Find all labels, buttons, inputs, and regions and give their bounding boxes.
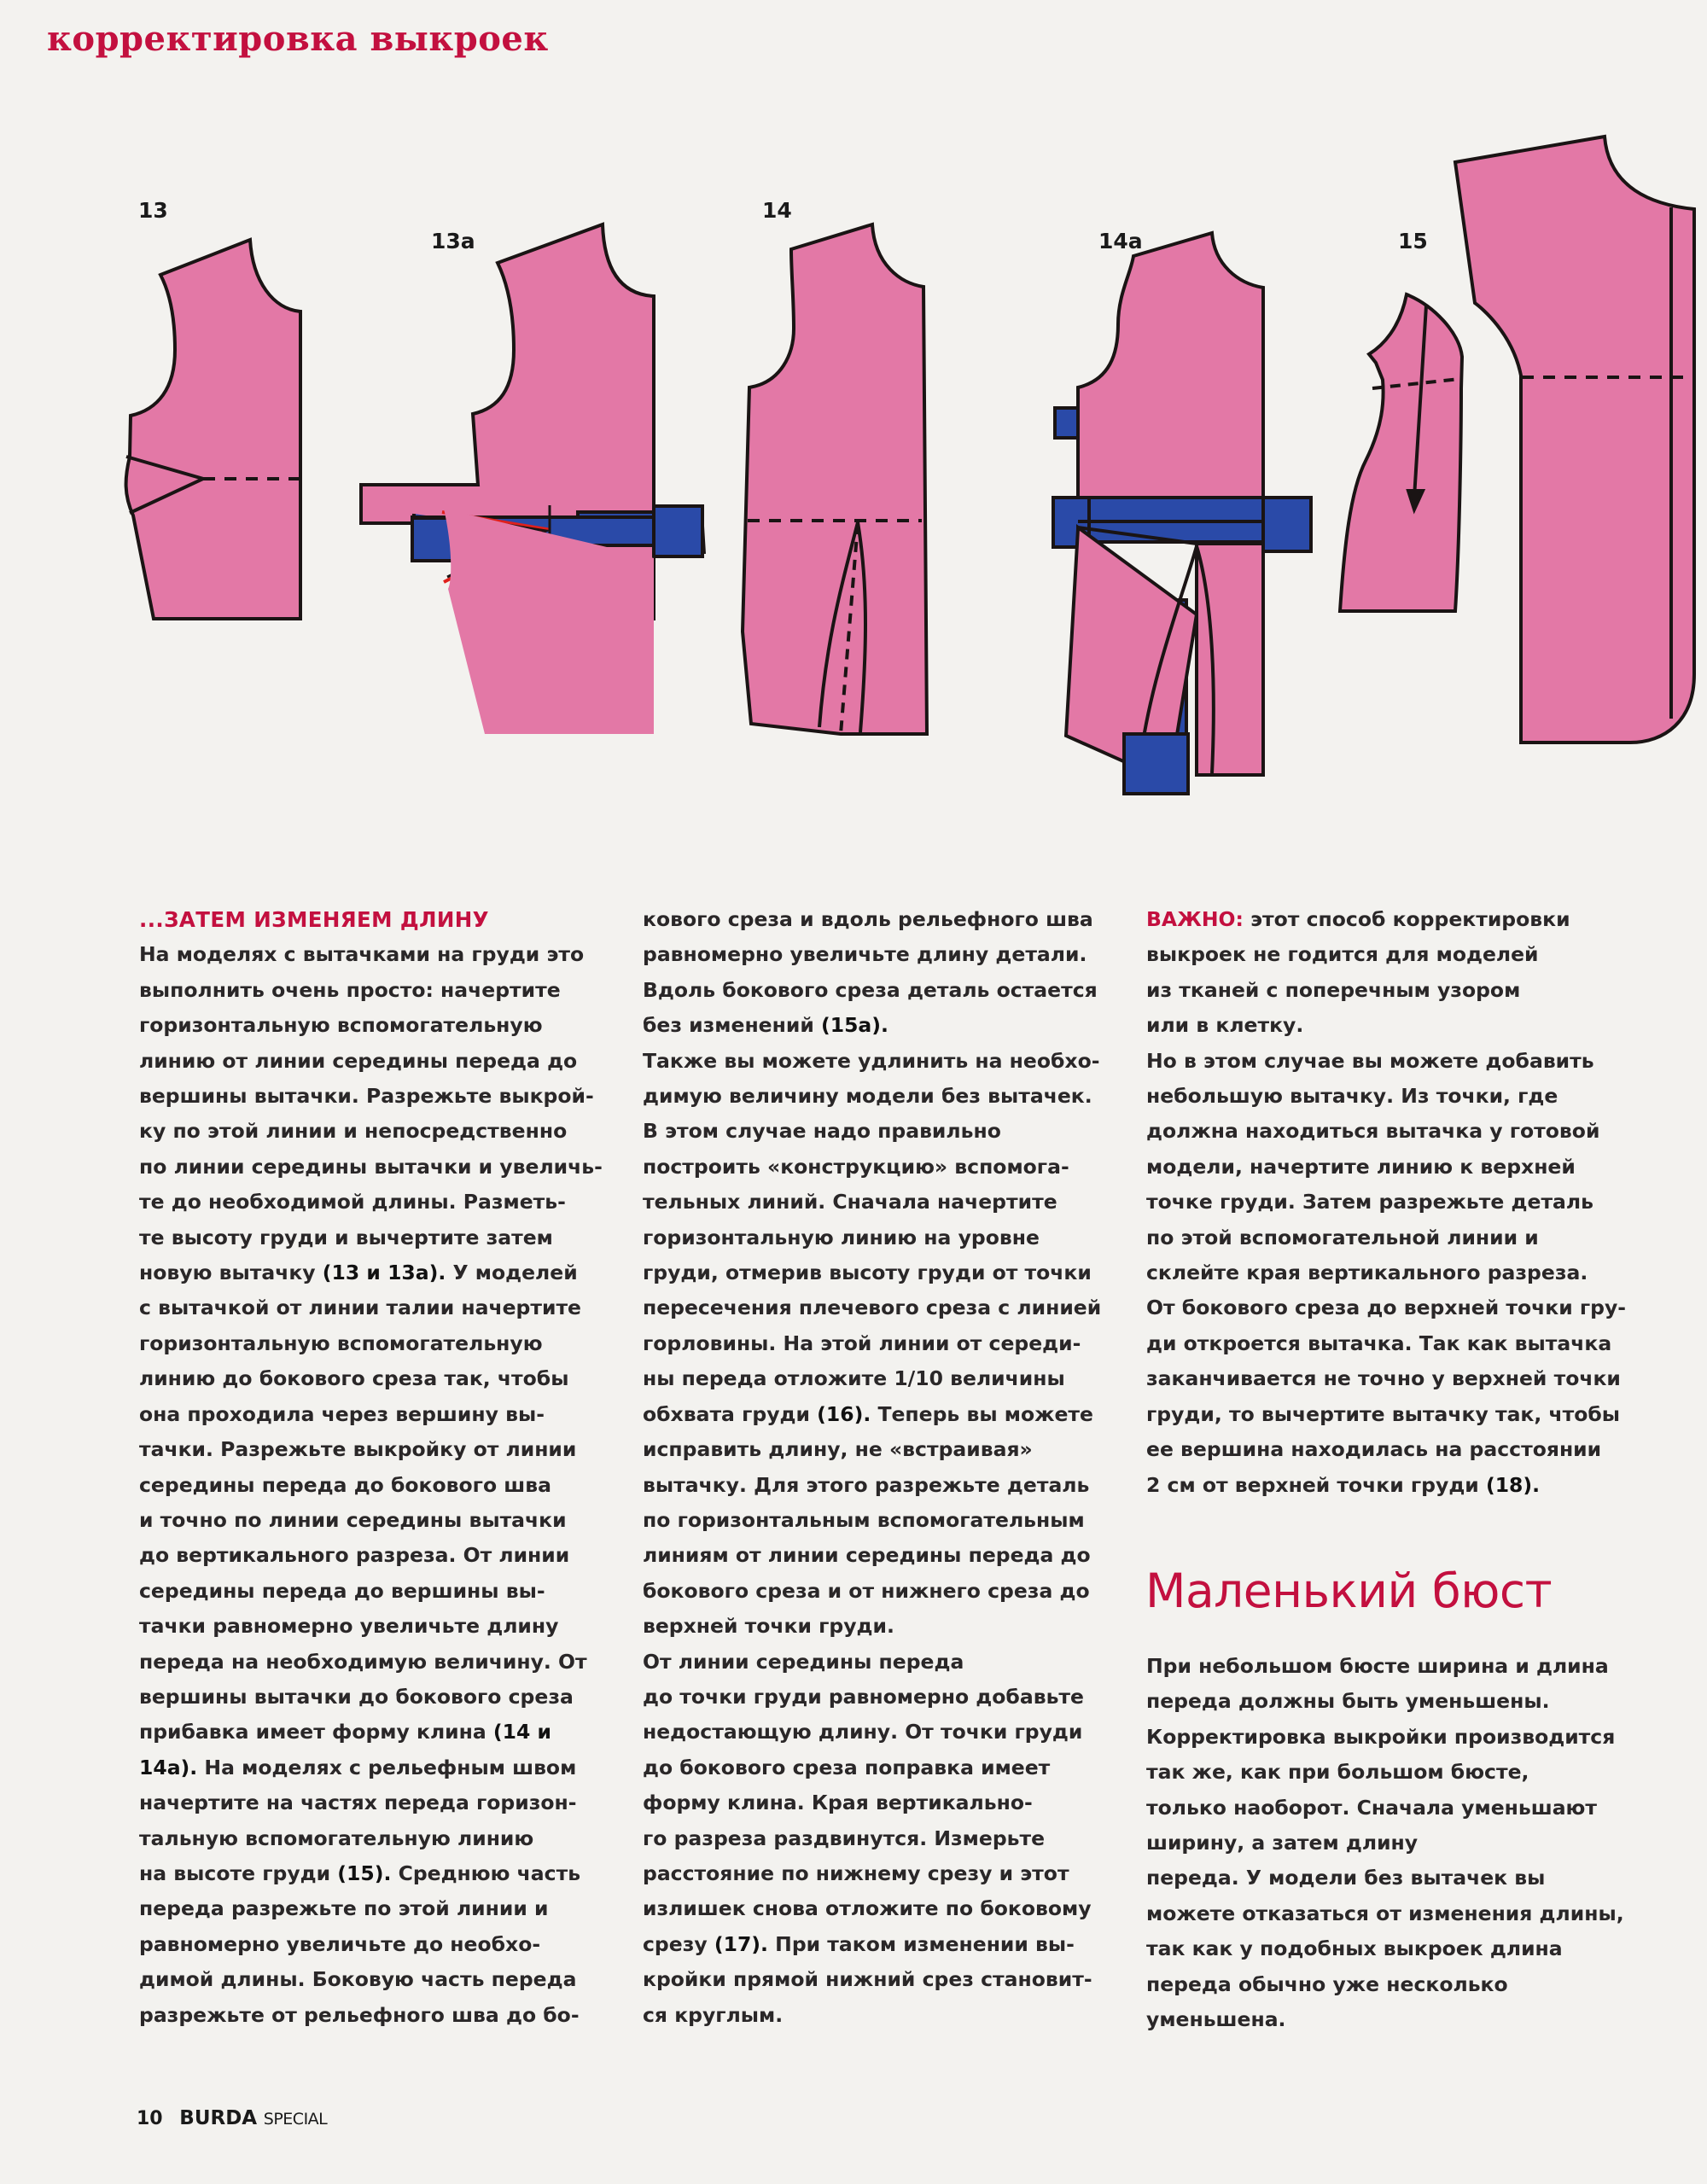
body-line: кового среза и вдоль рельефного шва: [643, 907, 1093, 931]
body-line: горизонтальную вспомогательную: [139, 1331, 543, 1355]
body-line: модели, начертите линию к верхней: [1146, 1154, 1576, 1179]
figure-label-14a: 14a: [1098, 229, 1143, 253]
body-line: вершины вытачки до бокового среза: [139, 1684, 574, 1709]
body-line: по этой вспомогательной линии и: [1146, 1225, 1539, 1249]
text-run: Среднюю часть: [391, 1861, 581, 1885]
body-line: На моделях с вытачками на груди это: [139, 942, 585, 967]
magazine-brand: BURDA: [179, 2107, 258, 2129]
body-line: [643, 1397, 1104, 1432]
text-run: этот способ корректировки: [1243, 907, 1570, 931]
body-line: переда должны быть уменьшены.: [1146, 1689, 1550, 1714]
body-line: переда обычно уже несколько: [1146, 1971, 1508, 1996]
figure-13a-bodice: [361, 224, 704, 734]
body-line: до точки груди равномерно добавьте: [643, 1684, 1084, 1709]
body-line: середины переда до бокового шва: [139, 1472, 551, 1497]
text-run: прибавка имеет форму клина: [139, 1720, 486, 1744]
section-title: корректировка выкроек: [47, 19, 549, 59]
figure-15-center-panel: [1455, 137, 1694, 743]
body-line: переда разрежьте по этой линии и: [139, 1896, 549, 1921]
text-column-3-small-bust: [1146, 1649, 1624, 2037]
body-line: склейте края вертикального разреза.: [1146, 1261, 1588, 1285]
body-line: переда на необходимую величину. От: [139, 1649, 587, 1674]
body-line: ны переда отложите 1/10 величины: [643, 1366, 1065, 1391]
body-line: горизонтальную линию на уровне: [643, 1225, 1040, 1249]
body-line: до вертикального разреза. От линии: [139, 1543, 570, 1568]
body-line: линиям от линии середины переда до: [643, 1543, 1091, 1568]
text-column-2: [643, 902, 1104, 2033]
body-line: пересечения плечевого среза с линией: [643, 1296, 1102, 1320]
body-line: ширину, а затем длину: [1146, 1831, 1419, 1855]
body-line: [139, 1255, 600, 1290]
body-line: [139, 1750, 600, 1785]
body-line: переда. У модели без вытачек вы: [1146, 1866, 1546, 1890]
body-line: расстояние по нижнему срезу и этот: [643, 1861, 1069, 1885]
body-line: равномерно увеличьте длину детали.: [643, 942, 1087, 967]
body-line: с вытачкой от линии талии начертите: [139, 1296, 581, 1320]
figure-label-13: 13: [138, 198, 168, 223]
body-line: [139, 1856, 600, 1891]
body-line: только наоборот. Сначала уменьшают: [1146, 1795, 1598, 1820]
figure-label-14: 14: [762, 198, 792, 223]
body-line: уменьшена.: [1146, 2007, 1286, 2032]
figure-13-bodice: [126, 240, 300, 619]
body-line: [643, 1927, 1104, 1962]
text-run: обхвата груди: [643, 1401, 810, 1426]
figure-reference: (16).: [809, 1401, 871, 1426]
body-line: [1146, 902, 1624, 937]
body-line: тачки. Разрежьте выкройку от линии: [139, 1437, 577, 1462]
body-line: Корректировка выкройки производится: [1146, 1724, 1616, 1749]
body-line: точке груди. Затем разрежьте деталь: [1146, 1190, 1593, 1214]
body-line: исправить длину, не «встраивая»: [643, 1437, 1033, 1462]
figure-reference: (17).: [707, 1931, 768, 1956]
body-line: по линии середины вытачки и увеличь-: [139, 1154, 603, 1179]
body-line: выполнить очень просто: начертите: [139, 977, 561, 1002]
body-line: линию от линии середины переда до: [139, 1048, 578, 1073]
body-line: до бокового среза поправка имеет: [643, 1755, 1051, 1779]
text-run: срезу: [643, 1931, 708, 1956]
important-label: ВАЖНО:: [1146, 907, 1244, 931]
text-run: 2 см от верхней точки груди: [1146, 1472, 1479, 1497]
body-line: ся круглым.: [643, 2002, 784, 2027]
body-line: вершины вытачки. Разрежьте выкрой-: [139, 1084, 594, 1109]
figure-reference: 14а).: [139, 1755, 198, 1779]
body-line: димой длины. Боковую часть переда: [139, 1967, 577, 1992]
body-line: ди откроется вытачка. Так как вытачка: [1146, 1331, 1612, 1355]
text-run: При таком изменении вы-: [767, 1931, 1075, 1956]
magazine-brand-sub: SPECIAL: [263, 2110, 328, 2129]
body-line: горизонтальную вспомогательную: [139, 1013, 543, 1038]
text-run: на высоте груди: [139, 1861, 331, 1885]
figure-reference: (15).: [337, 1861, 392, 1885]
body-line: и точно по линии середины вытачки: [139, 1507, 567, 1532]
text-run: без изменений: [643, 1013, 814, 1038]
body-line: те до необходимой длины. Разметь-: [139, 1190, 566, 1214]
text-column-1: [139, 902, 603, 2033]
body-line: тачки равномерно увеличьте длину: [139, 1614, 559, 1639]
body-line: От бокового среза до верхней точки гру-: [1146, 1296, 1627, 1320]
body-line: середины переда до вершины вы-: [139, 1578, 545, 1603]
body-line: так как у подобных выкроек длина: [1146, 1936, 1563, 1961]
body-line: можете отказаться от изменения длины,: [1146, 1901, 1624, 1925]
figure-reference: (18).: [1478, 1472, 1541, 1497]
body-line: При небольшом бюсте ширина и длина: [1146, 1654, 1609, 1678]
body-line: [643, 1008, 1104, 1043]
body-line: выкроек не годится для моделей: [1146, 942, 1539, 967]
text-column-3: [1146, 902, 1627, 1503]
body-line: тальную вспомогательную линию: [139, 1826, 534, 1850]
body-line: кройки прямой нижний срез становит-: [643, 1967, 1092, 1992]
body-line: [1146, 1468, 1624, 1503]
text-run: Теперь вы можете: [871, 1401, 1093, 1426]
body-line: ку по этой линии и непосредственно: [139, 1119, 568, 1144]
body-line: излишек снова отложите по боковому: [643, 1896, 1092, 1921]
figure-reference: (13 и 13а).: [322, 1261, 446, 1285]
body-line: Но в этом случае вы можете добавить: [1146, 1048, 1594, 1073]
text-run: У моделей: [446, 1261, 578, 1285]
body-line: В этом случае надо правильно: [643, 1119, 1001, 1144]
body-line: недостающую длину. От точки груди: [643, 1720, 1083, 1744]
body-line: груди, то вычертите вытачку так, чтобы: [1146, 1401, 1621, 1426]
body-line: небольшую вытачку. Из точки, где: [1146, 1084, 1558, 1109]
body-line: Вдоль бокового среза деталь остается: [643, 977, 1098, 1002]
body-line: го разреза раздвинутся. Измерьте: [643, 1826, 1046, 1850]
body-line: форму клина. Края вертикально-: [643, 1791, 1033, 1815]
body-line: из тканей с поперечным узором: [1146, 977, 1521, 1002]
body-line: тельных линий. Сначала начертите: [643, 1190, 1057, 1214]
page-number: 10: [137, 2108, 163, 2129]
pattern-illustrations: [0, 0, 1707, 819]
body-line: разрежьте от рельефного шва до бо-: [139, 2002, 580, 2027]
body-line: горловины. На этой линии от середи-: [643, 1331, 1081, 1355]
figure-14a-bodice: [1053, 233, 1311, 794]
body-line: бокового среза и от нижнего среза до: [643, 1578, 1090, 1603]
figure-label-15: 15: [1398, 229, 1428, 253]
body-line: димую величину модели без вытачек.: [643, 1084, 1092, 1109]
body-line: так же, как при большом бюсте,: [1146, 1760, 1529, 1785]
body-line: ее вершина находилась на расстоянии: [1146, 1437, 1602, 1462]
figure-label-13a: 13a: [431, 229, 475, 253]
body-line: должна находиться вытачка у готовой: [1146, 1119, 1600, 1144]
body-line: От линии середины переда: [643, 1649, 964, 1674]
figure-15-side-panel: [1340, 294, 1462, 611]
body-line: [139, 1715, 600, 1750]
body-line: вытачку. Для этого разрежьте деталь: [643, 1472, 1090, 1497]
section-heading-change-length: ...ЗАТЕМ ИЗМЕНЯЕМ ДЛИНУ: [139, 907, 489, 932]
body-line: линию до бокового среза так, чтобы: [139, 1366, 569, 1391]
body-line: построить «конструкцию» вспомога-: [643, 1154, 1069, 1179]
page-footer: [137, 2107, 327, 2129]
body-line: верхней точки груди.: [643, 1614, 894, 1639]
figure-14-bodice: [743, 224, 927, 734]
body-line: она проходила через вершину вы-: [139, 1401, 545, 1426]
body-line: по горизонтальным вспомогательным: [643, 1507, 1085, 1532]
body-line: начертите на частях переда горизон-: [139, 1791, 577, 1815]
figure-reference: (14 и: [492, 1720, 551, 1744]
body-line: груди, отмерив высоту груди от точки: [643, 1261, 1092, 1285]
body-line: Также вы можете удлинить на необхо-: [643, 1048, 1100, 1073]
subheading-small-bust: Маленький бюст: [1145, 1564, 1553, 1618]
body-line: равномерно увеличьте до необхо-: [139, 1931, 541, 1956]
body-line: те высоту груди и вычертите затем: [139, 1225, 553, 1249]
body-line: заканчивается не точно у верхней точки: [1146, 1366, 1621, 1391]
text-run: На моделях с рельефным швом: [197, 1755, 577, 1779]
body-line: или в клетку.: [1146, 1013, 1304, 1038]
text-run: новую вытачку: [139, 1261, 316, 1285]
figure-reference: (15a).: [813, 1013, 888, 1038]
